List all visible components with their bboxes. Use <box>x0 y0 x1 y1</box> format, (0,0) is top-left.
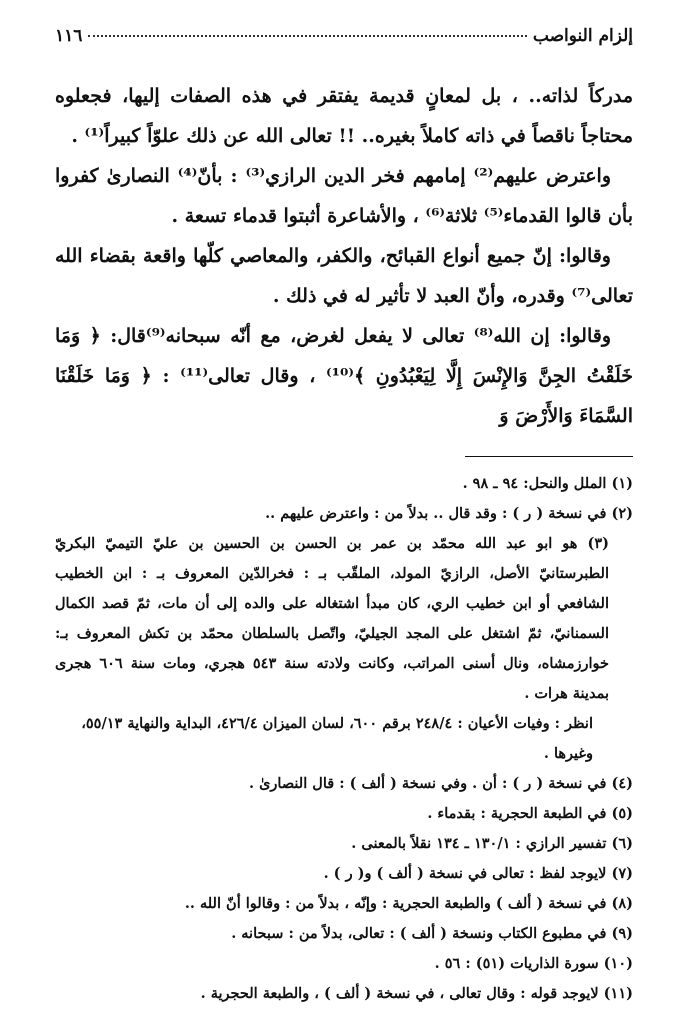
book-page <box>55 26 633 1009</box>
footnote-11: (١١) لايوجد قوله : وقال تعالى ، في نسخة ( ألف ) ، والطبعة الحجرية . <box>200 985 633 1002</box>
footnote-2: (٢) في نسخة ( ر ) : وقد قال .. بدلاً من : واعترض عليهم .. <box>265 505 633 522</box>
book-title: إلزام النواصب <box>532 26 633 46</box>
paragraph-1: مدركاً لذاته.. ، بل لمعانٍ قديمة يفتقر في هذه الصفات إليها، فجعلوه محتاجاً ناقصاً في ذاته كاملاً بغيره.. !! تعالى الله عن ذلك علوّاً كبيراً⁽¹⁾ . <box>55 85 633 147</box>
footnote-6: (٦) تفسير الرازي : ١٣٠/١ ـ ١٣٤ نقلاً بالمعنى . <box>351 835 633 852</box>
footnote-3: (٣) هو ابو عبد الله محمّد بن عمر بن الحسن بن الحسين بن عليّ التيميّ البكريّ الطبرستانيّ الأصل، الرازيّ المولد، الملقّب بـ : فخرالدّين المعروف بـ : ابن الخطيب الشافعي أو ابن خطيب الري، كان مبدأ اشتغاله على والده إلى أن مات، ثمّ قصد الكمال السمنانيّ، ثمّ اشتغل على المجد الجيليّ، واتّصل بالسلطان محمّد بن تكش المعروف بـ: خوارزمشاه، ونال أسنى المراتب، وكانت ولادته سنة ٥٤٣ هجري، ومات سنة ٦٠٦ هجرى بمدينة هرات . <box>55 535 609 702</box>
footnote-9: (٩) في مطبوع الكتاب ونسخة ( ألف ) : تعالى، بدلاً من : سبحانه . <box>231 925 633 942</box>
paragraph-4: وقالوا: إن الله⁽⁸⁾ تعالى لا يفعل لغرض، مع أنّه سبحانه⁽⁹⁾قال: ﴿ وَمَا خَلَقْتُ الجِنَّ وَالإِنْسَ إِلَّا لِيَعْبُدُونِ ﴾⁽¹⁰⁾ ، وقال تعالى⁽¹¹⁾ : ﴿ وَمَا خَلَقْنَا السَّمَاءَ وَالأَرْضَ وَ <box>55 325 634 427</box>
paragraph-2: واعترض عليهم⁽²⁾ إمامهم فخر الدين الرازي⁽³⁾ : بأنّ⁽⁴⁾ النصارىٰ كفروا بأن قالوا القدماء⁽⁵⁾ ثلاثة⁽⁶⁾ ، والأشاعرة أثبتوا قدماء تسعة . <box>55 165 633 227</box>
running-header <box>55 26 633 56</box>
footnote-1: (١) الملل والنحل: ٩٤ ـ ٩٨ . <box>462 475 633 492</box>
footnote-3-sources: انظر : وفيات الأعيان : ٢٤٨/٤ برقم ٦٠٠، لسان الميزان ٤٢٦/٤، البداية والنهاية ٥٥/١٣، وغيرها . <box>81 715 593 762</box>
main-text <box>55 76 633 436</box>
footnote-separator <box>465 456 633 457</box>
footnote-4: (٤) في نسخة ( ر ) : أن . وفي نسخة ( ألف ) : قال النصارىٰ . <box>248 775 633 792</box>
footnote-10: (١٠) سورة الذاريات (٥١) : ٥٦ . <box>434 955 633 972</box>
footnote-5: (٥) في الطبعة الحجرية : بقدماء . <box>427 805 633 822</box>
footnote-7: (٧) لايوجد لفظ : تعالى في نسخة ( ألف ) و( ر ) . <box>323 865 633 882</box>
footnote-8: (٨) في نسخة ( ألف ) والطبعة الحجرية : وإنّه ، بدلاً من : وقالوا أنّ الله .. <box>184 895 633 912</box>
page-number: ١١٦ <box>55 26 83 46</box>
header-dot-leader <box>88 35 526 37</box>
paragraph-3: وقالوا: إنّ جميع أنواع القبائح، والكفر، والمعاصي كلّها واقعة بقضاء الله تعالى⁽⁷⁾ وقدره، وأنّ العبد لا تأثير له في ذلك . <box>55 245 633 307</box>
footnotes <box>55 469 633 1009</box>
